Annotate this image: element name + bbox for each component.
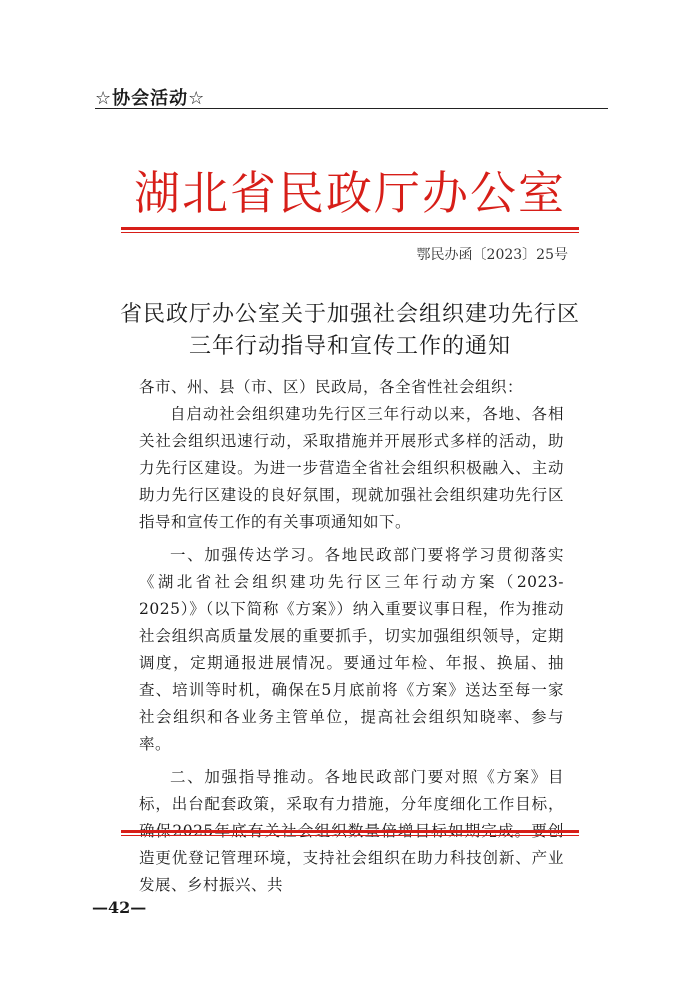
notice-title — [120, 299, 580, 363]
footer-red-rule-thick — [121, 830, 579, 833]
letterhead-red-rule-thick — [121, 227, 579, 230]
document-number: 鄂民办函〔2023〕25号 — [416, 247, 568, 263]
paragraph-section-2: 二、加强指导推动。各地民政部门要对照《方案》目标，出台配套政策，采取有力措施，分年度细化工作目标，确保2025年底有关社会组织数量倍增目标如期完成。要创造更优登记管理环境，支持社会组织在助力科技创新、产业发展、乡村振兴、共 — [139, 768, 564, 894]
page-number: —42— — [92, 898, 147, 917]
notice-title-line-1: 省民政厅办公室关于加强社会组织建功先行区 — [120, 302, 581, 327]
salutation: 各市、州、县（市、区）民政局，各全省性社会组织： — [139, 378, 524, 396]
footer-red-rule-thin — [121, 835, 579, 836]
paragraph-intro: 自启动社会组织建功先行区三年行动以来，各地、各相关社会组织迅速行动，采取措施并开展形式多样的活动，助力先行区建设。为进一步营造全省社会组织积极融入、主动助力先行区建设的良好氛围，现就加强社会组织建功先行区指导和宣传工作的有关事项通知如下。 — [139, 405, 564, 531]
notice-title-line-2: 三年行动指导和宣传工作的通知 — [188, 334, 511, 359]
notice-body — [139, 374, 564, 899]
letterhead-red-rule-thin — [121, 232, 579, 233]
section-tag: ☆协会活动☆ — [95, 88, 206, 109]
paragraph-section-1: 一、加强传达学习。各地民政部门要将学习贯彻落实《湖北省社会组织建功先行区三年行动方案（2023-2025）》（以下简称《方案》）纳入重要议事日程，作为推动社会组织高质量发展的重要抓手，切实加强组织领导，定期调度，定期通报进展情况。要通过年检、年报、换届、抽查、培训等时机，确保在5月底前将《方案》送达至每一家社会组织和各业务主管单位，提高社会组织知晓率、参与率。 — [139, 546, 564, 753]
letterhead-org-name: 湖北省民政厅办公室 — [134, 166, 566, 220]
header-divider — [95, 108, 608, 109]
